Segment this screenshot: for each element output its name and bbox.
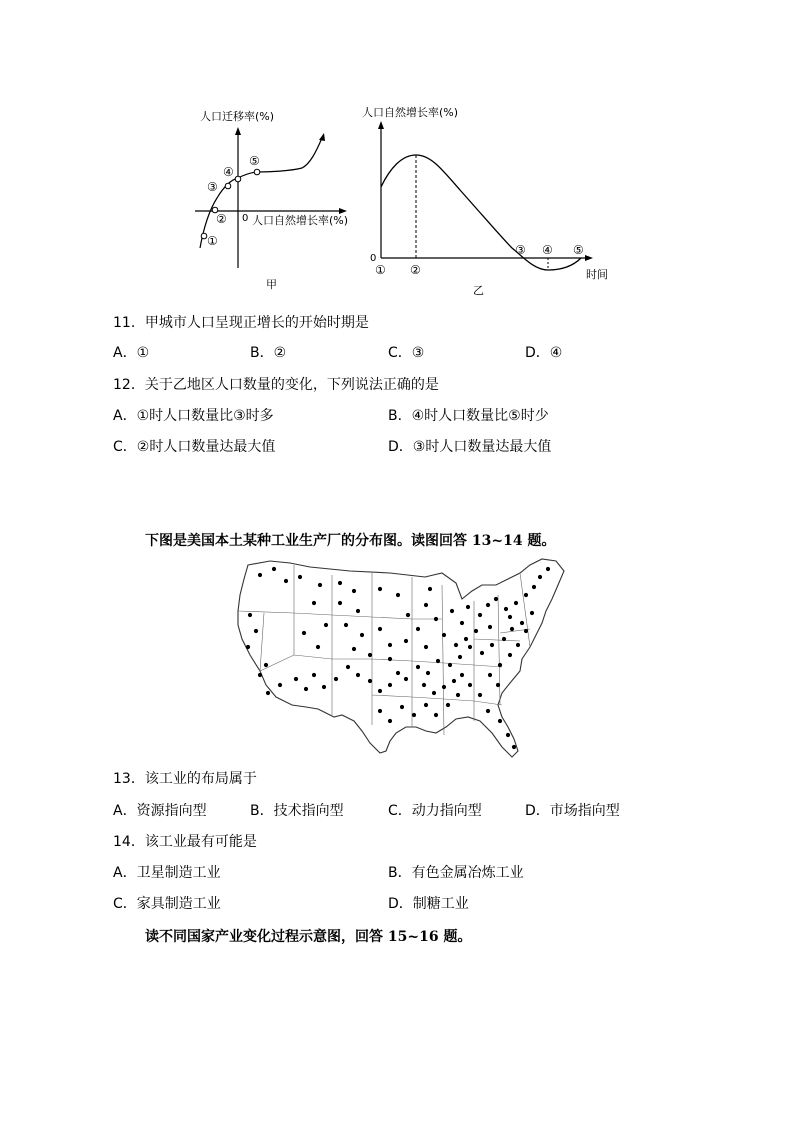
factory-dot (356, 673, 360, 677)
factory-dot (404, 639, 408, 643)
factory-dot (416, 665, 420, 669)
factory-dot (524, 629, 528, 633)
factory-dot (448, 663, 452, 667)
factory-dot (312, 673, 316, 677)
factory-dot (312, 601, 316, 605)
factory-dot (406, 613, 410, 617)
factory-dot (346, 665, 350, 669)
factory-dot (344, 623, 348, 627)
factory-dot (378, 709, 382, 713)
factory-dot (284, 579, 288, 583)
factory-dot (442, 685, 446, 689)
chart-jia (190, 100, 350, 295)
factory-dot (456, 693, 460, 697)
jia-point-1: ① (207, 234, 218, 248)
factory-dot (378, 627, 382, 631)
factory-dot (432, 691, 436, 695)
yi-point-1: ① (375, 263, 386, 277)
factory-dot (388, 657, 392, 661)
factory-dot (466, 605, 470, 609)
factory-dot (450, 609, 454, 613)
q13-option-d: D．市场指向型 (525, 803, 620, 819)
factory-dot (396, 593, 400, 597)
factory-dot (258, 673, 262, 677)
factory-dot (334, 677, 338, 681)
factory-dot (464, 637, 468, 641)
factory-dot (504, 607, 508, 611)
factory-dot (424, 603, 428, 607)
factory-dot (516, 643, 520, 647)
factory-dot (496, 683, 500, 687)
factory-dot (404, 677, 408, 681)
factory-dot (424, 645, 428, 649)
jia-point-2: ② (216, 212, 227, 226)
factory-dot (368, 679, 372, 683)
q11-option-b: B．② (250, 345, 287, 361)
factory-dot (508, 653, 512, 657)
yi-origin: 0 (370, 253, 377, 264)
factory-dot (458, 655, 462, 659)
q14-option-b: B．有色金属冶炼工业 (388, 865, 524, 881)
factory-dot (478, 613, 482, 617)
factory-dot (258, 573, 262, 577)
factory-dot (412, 713, 416, 717)
yi-point-5: ⑤ (573, 243, 584, 257)
factory-dot (512, 745, 516, 749)
factory-dot (388, 643, 392, 647)
factory-dot (294, 677, 298, 681)
factory-dot (360, 633, 364, 637)
us-factory-map (230, 555, 570, 765)
factory-dot (510, 627, 514, 631)
factory-dot (508, 615, 512, 619)
q11-option-c: C．③ (388, 345, 425, 361)
factory-dot (324, 623, 328, 627)
factory-dot (454, 643, 458, 647)
factory-dot (356, 609, 360, 613)
factory-dot (468, 645, 472, 649)
factory-dot (442, 633, 446, 637)
factory-dot (480, 651, 484, 655)
factory-dot (368, 653, 372, 657)
factory-dot (452, 679, 456, 683)
factory-dot (278, 683, 282, 687)
q13-option-a: A．资源指向型 (113, 803, 207, 819)
factory-dot (428, 587, 432, 591)
jia-point-5: ⑤ (249, 154, 260, 168)
factory-dot (474, 629, 478, 633)
factory-dot (388, 719, 392, 723)
factory-dot (316, 645, 320, 649)
factory-dot (264, 663, 268, 667)
factory-dot (322, 685, 326, 689)
factory-dot (254, 629, 258, 633)
q12-option-b: B．④时人口数量比⑤时少 (388, 408, 549, 424)
q12-option-d: D．③时人口数量达最大值 (388, 439, 552, 455)
factory-dot (416, 627, 420, 631)
factory-dot (486, 603, 490, 607)
factory-dot (378, 689, 382, 693)
factory-dot (532, 585, 536, 589)
q11-option-a: A．① (113, 345, 150, 361)
yi-point-3: ③ (515, 243, 526, 257)
jia-point-3: ③ (207, 180, 218, 194)
factory-dot (248, 613, 252, 617)
factory-dot (338, 581, 342, 585)
factory-dot (478, 693, 482, 697)
factory-dot (272, 567, 276, 571)
chart-yi (360, 100, 620, 300)
q12-option-c: C．②时人口数量达最大值 (113, 439, 276, 455)
factory-dot (400, 705, 404, 709)
yi-y-label: 人口自然增长率(%) (362, 106, 459, 119)
factory-dot (498, 719, 502, 723)
q11-option-d: D．④ (525, 345, 563, 361)
jia-y-label: 人口迁移率(%) (200, 110, 275, 123)
jia-origin: 0 (242, 213, 249, 224)
us-outline (238, 559, 564, 757)
factory-dot (490, 643, 494, 647)
yi-point-2: ② (410, 263, 421, 277)
factory-dot (514, 601, 518, 605)
factory-dot (498, 663, 502, 667)
factory-dot (486, 709, 490, 713)
factory-dot (424, 703, 428, 707)
q11-stem: 11．甲城市人口呈现正增长的开始时期是 (113, 315, 369, 331)
factory-dot (266, 691, 270, 695)
factory-dot (338, 601, 342, 605)
factory-dot (422, 683, 426, 687)
factory-dot (434, 713, 438, 717)
factory-dot (446, 703, 450, 707)
factory-dot (352, 589, 356, 593)
yi-caption: 乙 (473, 284, 484, 297)
yi-point-4: ④ (542, 243, 553, 257)
q14-stem: 14．该工业最有可能是 (113, 834, 257, 850)
factory-dot (436, 659, 440, 663)
yi-x-label: 时间 (586, 268, 608, 281)
factory-dot (502, 637, 506, 641)
q12-stem: 12．关于乙地区人口数量的变化，下列说法正确的是 (113, 377, 439, 393)
factory-dot (530, 611, 534, 615)
factory-dot (298, 575, 302, 579)
factory-dot (460, 621, 464, 625)
intro-15-16: 读不同国家产业变化过程示意图，回答 15~16 题。 (145, 929, 472, 945)
factory-dot (396, 671, 400, 675)
factory-dot (468, 683, 472, 687)
factory-dot (494, 597, 498, 601)
q13-option-b: B．技术指向型 (250, 803, 344, 819)
factory-dot (246, 645, 250, 649)
factory-dot (304, 687, 308, 691)
factory-dot (434, 617, 438, 621)
q14-option-d: D．制糖工业 (388, 896, 469, 912)
factory-dot (524, 593, 528, 597)
q14-option-a: A．卫星制造工业 (113, 865, 221, 881)
factory-dot (460, 673, 464, 677)
factory-dot (546, 567, 550, 571)
factory-dot (488, 625, 492, 629)
factory-dot (488, 673, 492, 677)
jia-point-4: ④ (223, 165, 234, 179)
jia-caption: 甲 (266, 278, 277, 291)
q13-option-c: C．动力指向型 (388, 803, 482, 819)
factory-dot (302, 631, 306, 635)
factory-dot (352, 647, 356, 651)
jia-x-label: 人口自然增长率(%) (252, 214, 349, 227)
factory-dot (538, 575, 542, 579)
q14-option-c: C．家具制造工业 (113, 896, 221, 912)
q12-option-a: A．①时人口数量比③时多 (113, 408, 274, 424)
factory-dot (520, 621, 524, 625)
factory-dot (378, 587, 382, 591)
q13-stem: 13．该工业的布局属于 (113, 771, 257, 787)
factory-dot (426, 671, 430, 675)
factory-dot (506, 733, 510, 737)
factory-dot (318, 583, 322, 587)
factory-dot (388, 683, 392, 687)
intro-13-14: 下图是美国本土某种工业生产厂的分布图。读图回答 13~14 题。 (145, 533, 556, 549)
